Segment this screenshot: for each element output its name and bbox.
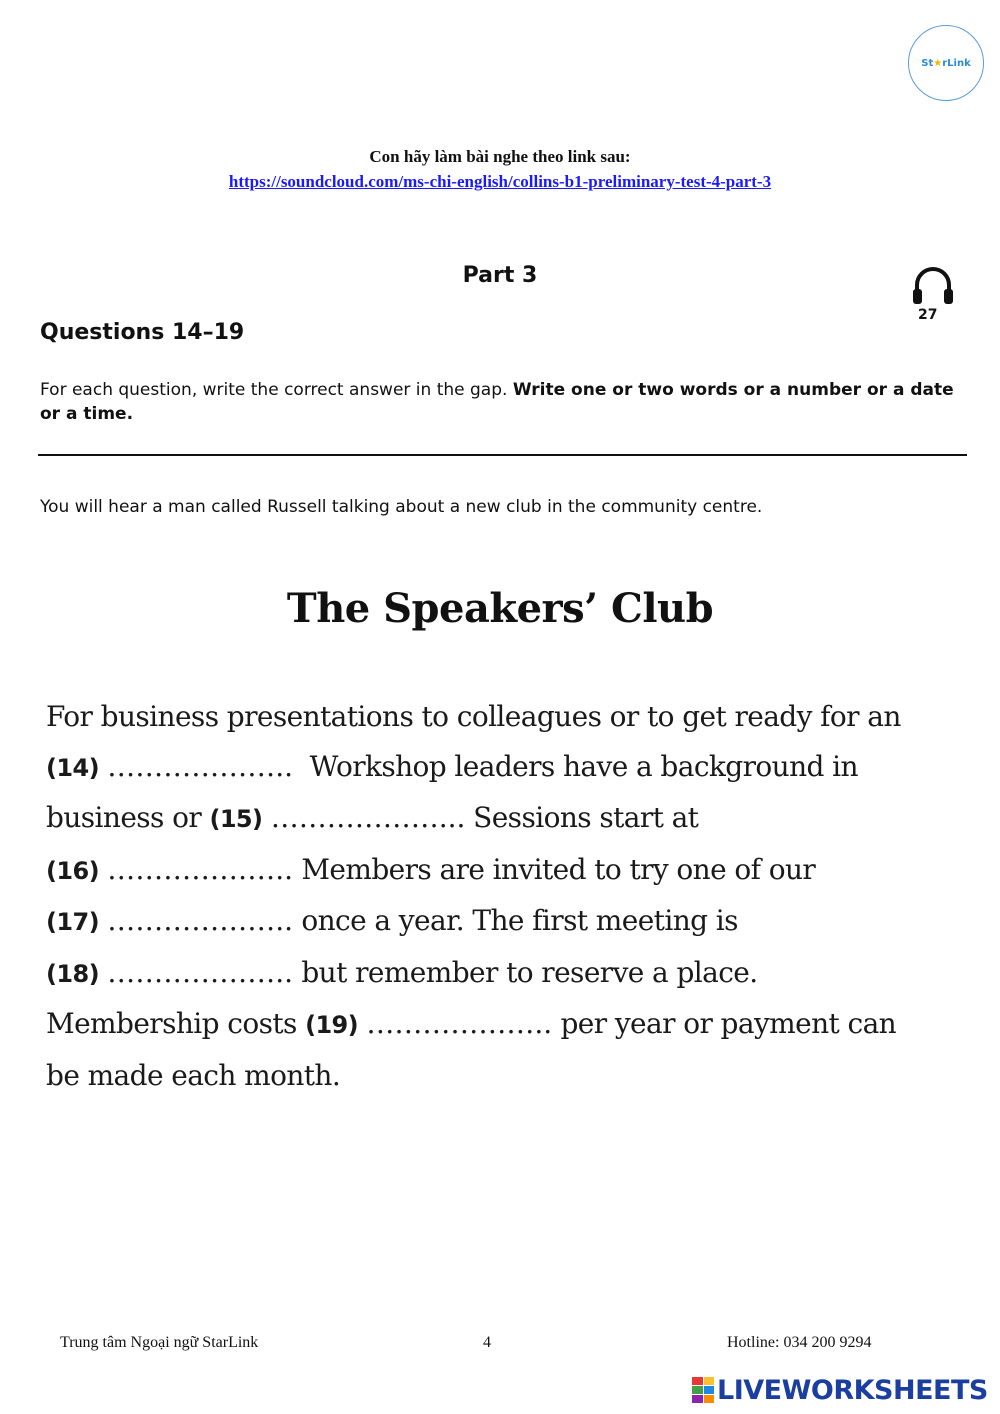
- icon-square: [704, 1386, 715, 1394]
- soundcloud-link[interactable]: https://soundcloud.com/ms-chi-english/collins-b1-preliminary-test-4-part-3: [228, 172, 772, 191]
- line-text: business or: [46, 801, 210, 834]
- answer-gap-14[interactable]: ………………..: [107, 749, 294, 783]
- line-text: once a year. The first meeting is: [293, 904, 738, 937]
- question-number-16: (16): [46, 856, 99, 885]
- instruction: [40, 378, 965, 426]
- logo-prefix: St: [921, 57, 934, 69]
- liveworksheets-icon: [692, 1377, 714, 1403]
- question-number-19: (19): [305, 1011, 359, 1039]
- question-number-15: (15): [209, 805, 263, 833]
- club-title: The Speakers’ Club: [286, 585, 714, 632]
- logo-suffix: rLink: [942, 57, 971, 69]
- line-text: Members are invited to try one of our: [293, 852, 816, 886]
- part-title: Part 3: [462, 263, 538, 288]
- intro-text: Con hãy làm bài nghe theo link sau:: [369, 147, 631, 166]
- liveworksheets-watermark: [692, 1374, 988, 1406]
- passage-line: [46, 692, 976, 742]
- icon-square: [704, 1395, 715, 1403]
- passage-line: [46, 1051, 976, 1101]
- page-number: 4: [483, 1334, 491, 1351]
- line-text: Membership costs: [46, 1007, 306, 1040]
- track-number: 27: [918, 307, 938, 323]
- icon-square: [692, 1377, 703, 1385]
- starlink-logo: [908, 25, 984, 101]
- question-number-17: (17): [46, 908, 99, 936]
- footer-center-name: Trung tâm Ngoại ngữ StarLink: [60, 1334, 259, 1351]
- line-text: For business presentations to colleagues or to get ready for an: [46, 700, 901, 733]
- passage-line: [46, 742, 976, 794]
- passage-line: [46, 896, 976, 948]
- answer-gap-17[interactable]: ………………..: [107, 904, 294, 937]
- line-text: be made each month.: [46, 1058, 341, 1092]
- context-text: You will hear a man called Russell talking about a new club in the community centre.: [40, 497, 763, 517]
- question-number-18: (18): [46, 959, 99, 988]
- answer-gap-19[interactable]: ………………..: [366, 1007, 553, 1040]
- passage-line: [46, 999, 976, 1051]
- question-number-14: (14): [46, 753, 99, 782]
- passage-line: [46, 793, 976, 845]
- line-text: . Sessions start at: [456, 801, 699, 834]
- gap-fill-passage: [46, 692, 976, 1100]
- line-text: per year or payment can: [552, 1007, 897, 1040]
- answer-gap-18[interactable]: ………………..: [107, 955, 294, 989]
- icon-square: [692, 1386, 703, 1394]
- instruction-plain: For each question, write the correct answer in the gap.: [40, 380, 513, 400]
- instruction-bold: Write one or two words or a number or a date or a time.: [40, 380, 954, 424]
- icon-square: [704, 1377, 715, 1385]
- answer-gap-15[interactable]: ………………..: [270, 801, 457, 834]
- star-icon: ★: [933, 57, 943, 69]
- liveworksheets-text: LIVEWORKSHEETS: [717, 1374, 988, 1406]
- line-text: Workshop leaders have a background in: [293, 749, 858, 783]
- intro-link-line: [0, 172, 1000, 192]
- icon-square: [692, 1395, 703, 1403]
- footer-hotline: Hotline: 034 200 9294: [727, 1334, 872, 1351]
- divider: [38, 454, 967, 456]
- line-text: but remember to reserve a place.: [293, 955, 758, 989]
- passage-line: [46, 845, 976, 897]
- answer-gap-16[interactable]: ………………..: [107, 852, 294, 886]
- questions-heading: Questions 14–19: [40, 320, 245, 345]
- passage-line: [46, 948, 976, 1000]
